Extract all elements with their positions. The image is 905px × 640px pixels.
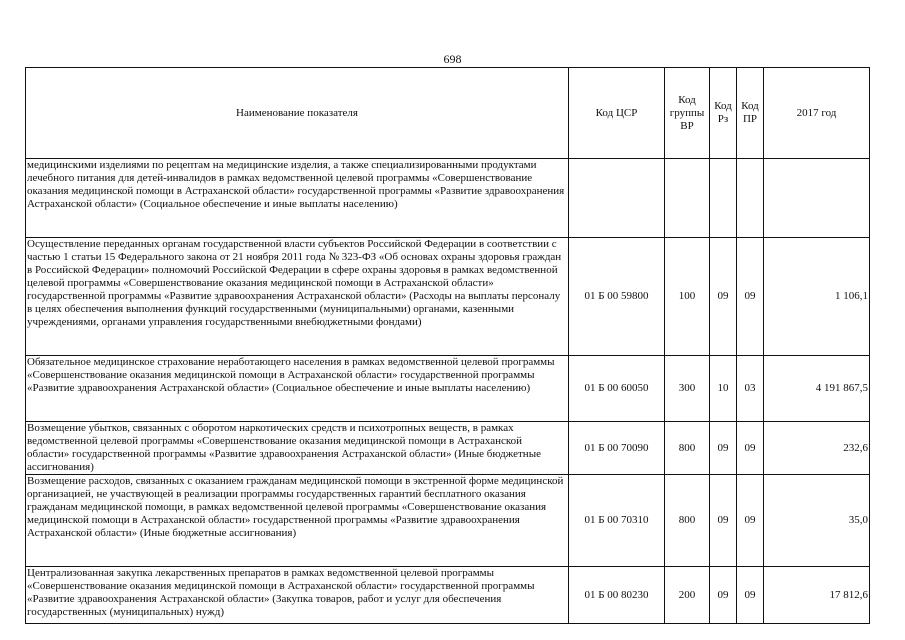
row-vr-code: 800 (665, 475, 710, 567)
row-rz-code: 09 (710, 475, 737, 567)
table-row (26, 356, 870, 422)
table-row (26, 475, 870, 567)
header-pr-code: Код ПР (737, 68, 764, 159)
row-name: Возмещение убытков, связанных с оборотом наркотических средств и психотропных веществ, в рамках ведомственной целевой программы «Совершенствование оказания медицинской помощи в Астраханской области» государственной программы «Развитие здравоохранения Астраханской области» (Иные бюджетные ассигнования) (26, 422, 569, 475)
row-rz-code: 09 (710, 238, 737, 356)
header-csr-code: Код ЦСР (569, 68, 665, 159)
table-row (26, 238, 870, 356)
row-csr-code: 01 Б 00 70090 (569, 422, 665, 475)
row-rz-code: 09 (710, 422, 737, 475)
row-amount: 17 812,6 (764, 567, 870, 624)
row-amount: 1 106,1 (764, 238, 870, 356)
row-rz-code: 10 (710, 356, 737, 422)
row-csr-code: 01 Б 00 59800 (569, 238, 665, 356)
row-vr-code: 100 (665, 238, 710, 356)
row-pr-code: 09 (737, 475, 764, 567)
row-name: Возмещение расходов, связанных с оказанием гражданам медицинской помощи в экстренной форме медицинской организацией, не участвующей в реализации программы государственных гарантий бесплатного оказания гражданам медицинской помощи, в рамках ведомственной целевой программы «Совершенствование оказания медицинской помощи в Астраханской области» государственной программы «Развитие здравоохранения Астраханской области» (Иные бюджетные ассигнования) (26, 475, 569, 567)
page-number: 698 (443, 52, 462, 66)
row-csr-code: 01 Б 00 80230 (569, 567, 665, 624)
row-amount: 35,0 (764, 475, 870, 567)
table-row (26, 422, 870, 475)
row-csr-code (569, 159, 665, 238)
row-pr-code (737, 159, 764, 238)
header-year: 2017 год (764, 68, 870, 159)
row-pr-code: 03 (737, 356, 764, 422)
row-name: медицинскими изделиями по рецептам на медицинские изделия, а также специализированными продуктами лечебного питания для детей-инвалидов в рамках ведомственной целевой программы «Совершенствование оказания медицинской помощи в Астраханской области» государственной программы «Развитие здравоохранения Астраханской области» (Социальное обеспечение и иные выплаты населению) (26, 159, 569, 238)
row-amount: 232,6 (764, 422, 870, 475)
row-amount (764, 159, 870, 238)
row-csr-code: 01 Б 00 60050 (569, 356, 665, 422)
row-name: Централизованная закупка лекарственных препаратов в рамках ведомственной целевой программы «Совершенствование оказания медицинской помощи в Астраханской области» государственной программы «Развитие здравоохранения Астраханской области» (Закупка товаров, работ и услуг для обеспечения государственных (муниципальных) нужд) (26, 567, 569, 624)
row-pr-code: 09 (737, 238, 764, 356)
row-name: Осуществление переданных органам государственной власти субъектов Российской Федерации в соответствии с частью 1 статьи 15 Федерального закона от 21 ноября 2011 года № 323-ФЗ «Об основах охраны здоровья граждан в Российской Федерации» полномочий Российской Федерации в сфере охраны здоровья в рамках ведомственной целевой программы «Совершенствование оказания медицинской помощи в Астраханской области» государственной программы «Развитие здравоохранения Астраханской области» (Расходы на выплаты персоналу в целях обеспечения выполнения функций государственными (муниципальными) органами, казенными учреждениями, органами управления государственными внебюджетными фондами) (26, 238, 569, 356)
row-rz-code (710, 159, 737, 238)
row-amount: 4 191 867,5 (764, 356, 870, 422)
header-vr-code: Код группы ВР (665, 68, 710, 159)
header-name: Наименование показателя (26, 68, 569, 159)
row-rz-code: 09 (710, 567, 737, 624)
row-vr-code: 800 (665, 422, 710, 475)
table-row (26, 567, 870, 624)
header-rz-code: Код Рз (710, 68, 737, 159)
table-header-row (26, 68, 870, 159)
row-name: Обязательное медицинское страхование неработающего населения в рамках ведомственной целевой программы «Совершенствование оказания медицинской помощи в Астраханской области» государственной программы «Развитие здравоохранения Астраханской области» (Социальное обеспечение и иные выплаты населению) (26, 356, 569, 422)
row-pr-code: 09 (737, 567, 764, 624)
budget-table (25, 67, 870, 624)
row-vr-code: 300 (665, 356, 710, 422)
row-csr-code: 01 Б 00 70310 (569, 475, 665, 567)
row-vr-code: 200 (665, 567, 710, 624)
row-pr-code: 09 (737, 422, 764, 475)
row-vr-code (665, 159, 710, 238)
table-row (26, 159, 870, 238)
